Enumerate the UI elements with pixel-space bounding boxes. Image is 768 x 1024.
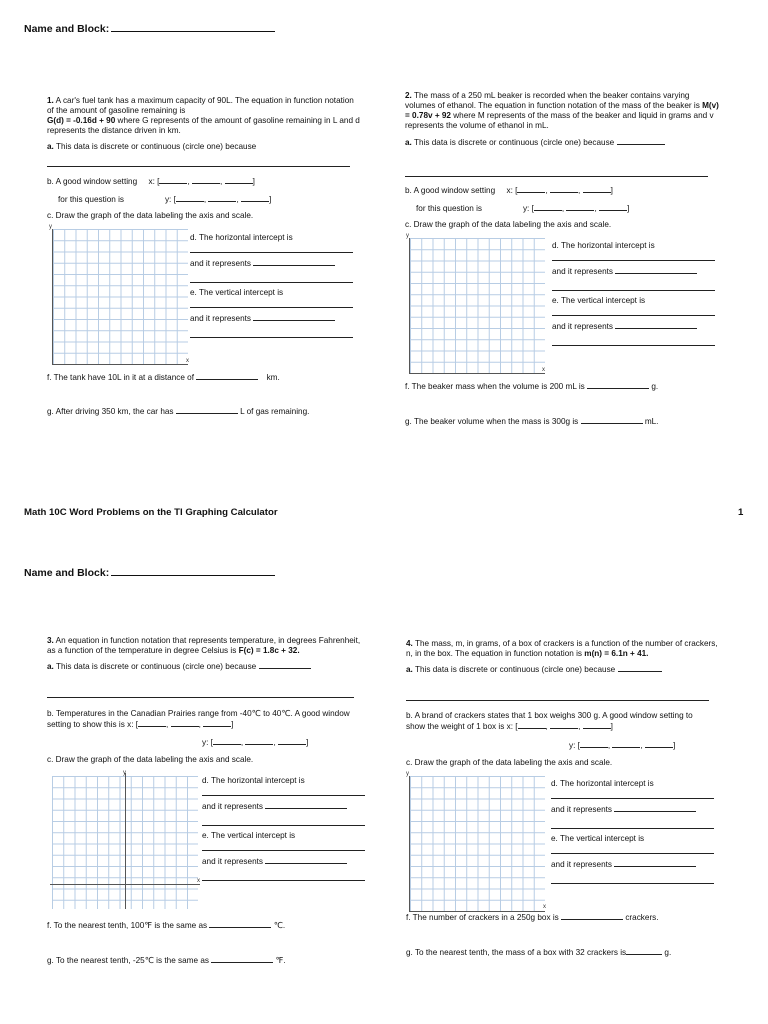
q1-part-g: g. After driving 350 km, the car has L of gas remaining. <box>47 407 310 416</box>
q2-graph-grid[interactable] <box>409 238 545 374</box>
q4-d-line[interactable] <box>551 798 714 799</box>
q3-e-represents: and it represents <box>202 856 372 867</box>
q1-graph-grid[interactable] <box>52 229 188 365</box>
q4-e-line[interactable] <box>551 853 714 854</box>
q4-part-c: c. Draw the graph of the data labeling the axis and scale. <box>406 758 613 767</box>
worksheet-title: Math 10C Word Problems on the TI Graphing Calculator <box>24 507 278 518</box>
q3-e-line[interactable] <box>202 850 365 851</box>
q3-part-e: e. The vertical intercept is <box>202 831 296 840</box>
q1-d-line[interactable] <box>190 252 353 253</box>
q4-part-g: g. To the nearest tenth, the mass of a box with 32 crackers is g. <box>406 948 672 957</box>
q3-part-b-y: y: [ , , ] <box>202 738 309 747</box>
q4-d-line2[interactable] <box>551 828 714 829</box>
question-1 <box>47 96 362 152</box>
q3-d-line2[interactable] <box>202 825 365 826</box>
q1-d-line2[interactable] <box>190 282 353 283</box>
name-block-header-top <box>24 22 275 36</box>
q1-y-axis-label: y <box>49 224 52 230</box>
question-3 <box>47 636 362 672</box>
q4-part-e: e. The vertical intercept is <box>551 834 645 843</box>
q1-a-answer-line[interactable] <box>47 166 350 167</box>
q4-part-d: d. The horizontal intercept is <box>551 779 654 788</box>
q3-d-line[interactable] <box>202 795 365 796</box>
q3-intro: 3. An equation in function notation that represents temperature, in degrees Fahrenheit, as a function of the temperature in degree Celsius is F(c) = 1.8c + 32. <box>47 636 361 655</box>
q2-e-line[interactable] <box>552 315 715 316</box>
q2-e-line2[interactable] <box>552 345 715 346</box>
q2-part-a: a. This data is discrete or continuous (circle one) because <box>405 137 720 148</box>
q1-part-f: f. The tank have 10L in it at a distance of km. <box>47 373 280 382</box>
q3-x-axis-label: x <box>197 878 200 884</box>
q1-part-a: a. This data is discrete or continuous (circle one) because <box>47 142 257 151</box>
q2-part-d: d. The horizontal intercept is <box>552 241 655 250</box>
q2-d-represents: and it represents <box>552 266 722 277</box>
q2-y-axis-label: y <box>406 233 409 239</box>
q2-part-f: f. The beaker mass when the volume is 200 mL is g. <box>405 382 659 391</box>
name-block-header-bottom <box>24 566 275 580</box>
q4-part-b: b. A brand of crackers states that 1 box weighs 300 g. A good window setting to show the weight of 1 box is x: [ , , ] <box>406 711 693 731</box>
q1-side-answers <box>190 233 360 338</box>
q1-e-line2[interactable] <box>190 337 353 338</box>
name-blank[interactable] <box>111 22 275 32</box>
q1-x-axis-label: x <box>186 358 189 364</box>
q1-part-e: e. The vertical intercept is <box>190 288 284 297</box>
q3-e-line2[interactable] <box>202 880 365 881</box>
q4-y-axis-label: y <box>406 771 409 777</box>
q2-intro: 2. The mass of a 250 mL beaker is recorded when the beaker contains varying volumes of ethanol. The equation in function notation of the mass of the beaker is M(v) = 0.78v + 92 where M represents of the mass of the beaker and liquid in grams and v represents the volume of ethanol in mL. <box>405 91 719 130</box>
q3-x-axis <box>50 884 200 885</box>
name-block-label: Name and Block: <box>24 23 110 35</box>
q3-a-answer-line[interactable] <box>47 697 354 698</box>
name-block-label-2: Name and Block: <box>24 567 110 579</box>
q4-a-answer-line[interactable] <box>406 700 709 701</box>
q4-part-b-y: y: [ , , ] <box>569 741 676 750</box>
q3-part-g: g. To the nearest tenth, -25℃ is the same as ℉. <box>47 956 286 965</box>
q3-part-d: d. The horizontal intercept is <box>202 776 305 785</box>
q3-d-represents: and it represents <box>202 801 372 812</box>
q4-graph-grid[interactable] <box>409 776 545 912</box>
q2-part-g: g. The beaker volume when the mass is 300g is mL. <box>405 417 659 426</box>
q4-e-represents: and it represents <box>551 859 721 870</box>
q1-part-b: b. A good window setting x: [ , , ] <box>47 177 255 186</box>
q2-x-axis-label: x <box>542 367 545 373</box>
q4-e-line2[interactable] <box>551 883 714 884</box>
q3-part-f: f. To the nearest tenth, 100℉ is the same as ℃. <box>47 921 286 930</box>
q2-part-b-y: for this question is y: [ , , ] <box>416 204 630 213</box>
page-number: 1 <box>738 507 744 518</box>
q4-intro: 4. The mass, m, in grams, of a box of crackers is a function of the number of crackers, n, in the box. The equation in function notation is m(n) = 6.1n + 41. <box>406 639 718 658</box>
q1-e-line[interactable] <box>190 307 353 308</box>
q2-part-c: c. Draw the graph of the data labeling the axis and scale. <box>405 220 612 229</box>
q2-part-b: b. A good window setting x: [ , , ] <box>405 186 613 195</box>
q1-intro: 1. A car's fuel tank has a maximum capacity of 90L. The equation in function notation of the amount of gasoline remaining is G(d) = -0.16d + 90 where G represents of the amount of gasoline remaining in L and d represents the distance driven in km. <box>47 96 360 135</box>
q2-d-line2[interactable] <box>552 290 715 291</box>
q1-part-c: c. Draw the graph of the data labeling the axis and scale. <box>47 211 254 220</box>
q1-e-represents: and it represents <box>190 313 360 324</box>
q2-a-answer-line[interactable] <box>405 176 708 177</box>
q4-d-represents: and it represents <box>551 804 721 815</box>
q4-x-axis-label: x <box>543 904 546 910</box>
q1-part-b-y: for this question is y: [ , , ] <box>58 195 272 204</box>
q4-part-f: f. The number of crackers in a 250g box is crackers. <box>406 913 659 922</box>
q4-side-answers <box>551 779 721 884</box>
q3-part-b: b. Temperatures in the Canadian Prairies range from -40℃ to 40℃. A good window setting to show this is x: [ , , ] <box>47 709 350 729</box>
q1-part-d: d. The horizontal intercept is <box>190 233 293 242</box>
q3-side-answers <box>202 776 372 881</box>
q2-e-represents: and it represents <box>552 321 722 332</box>
name-blank-2[interactable] <box>111 566 275 576</box>
question-4 <box>406 639 721 675</box>
question-2 <box>405 91 720 148</box>
q2-part-e: e. The vertical intercept is <box>552 296 646 305</box>
q3-y-axis-label: y <box>123 770 126 776</box>
q2-d-line[interactable] <box>552 260 715 261</box>
q1-d-represents: and it represents <box>190 258 360 269</box>
q3-part-a: a. This data is discrete or continuous (circle one) because <box>47 661 362 672</box>
q3-y-axis <box>125 773 126 909</box>
q4-part-a: a. This data is discrete or continuous (circle one) because <box>406 664 721 675</box>
q3-part-c: c. Draw the graph of the data labeling the axis and scale. <box>47 755 254 764</box>
q2-side-answers <box>552 241 722 346</box>
